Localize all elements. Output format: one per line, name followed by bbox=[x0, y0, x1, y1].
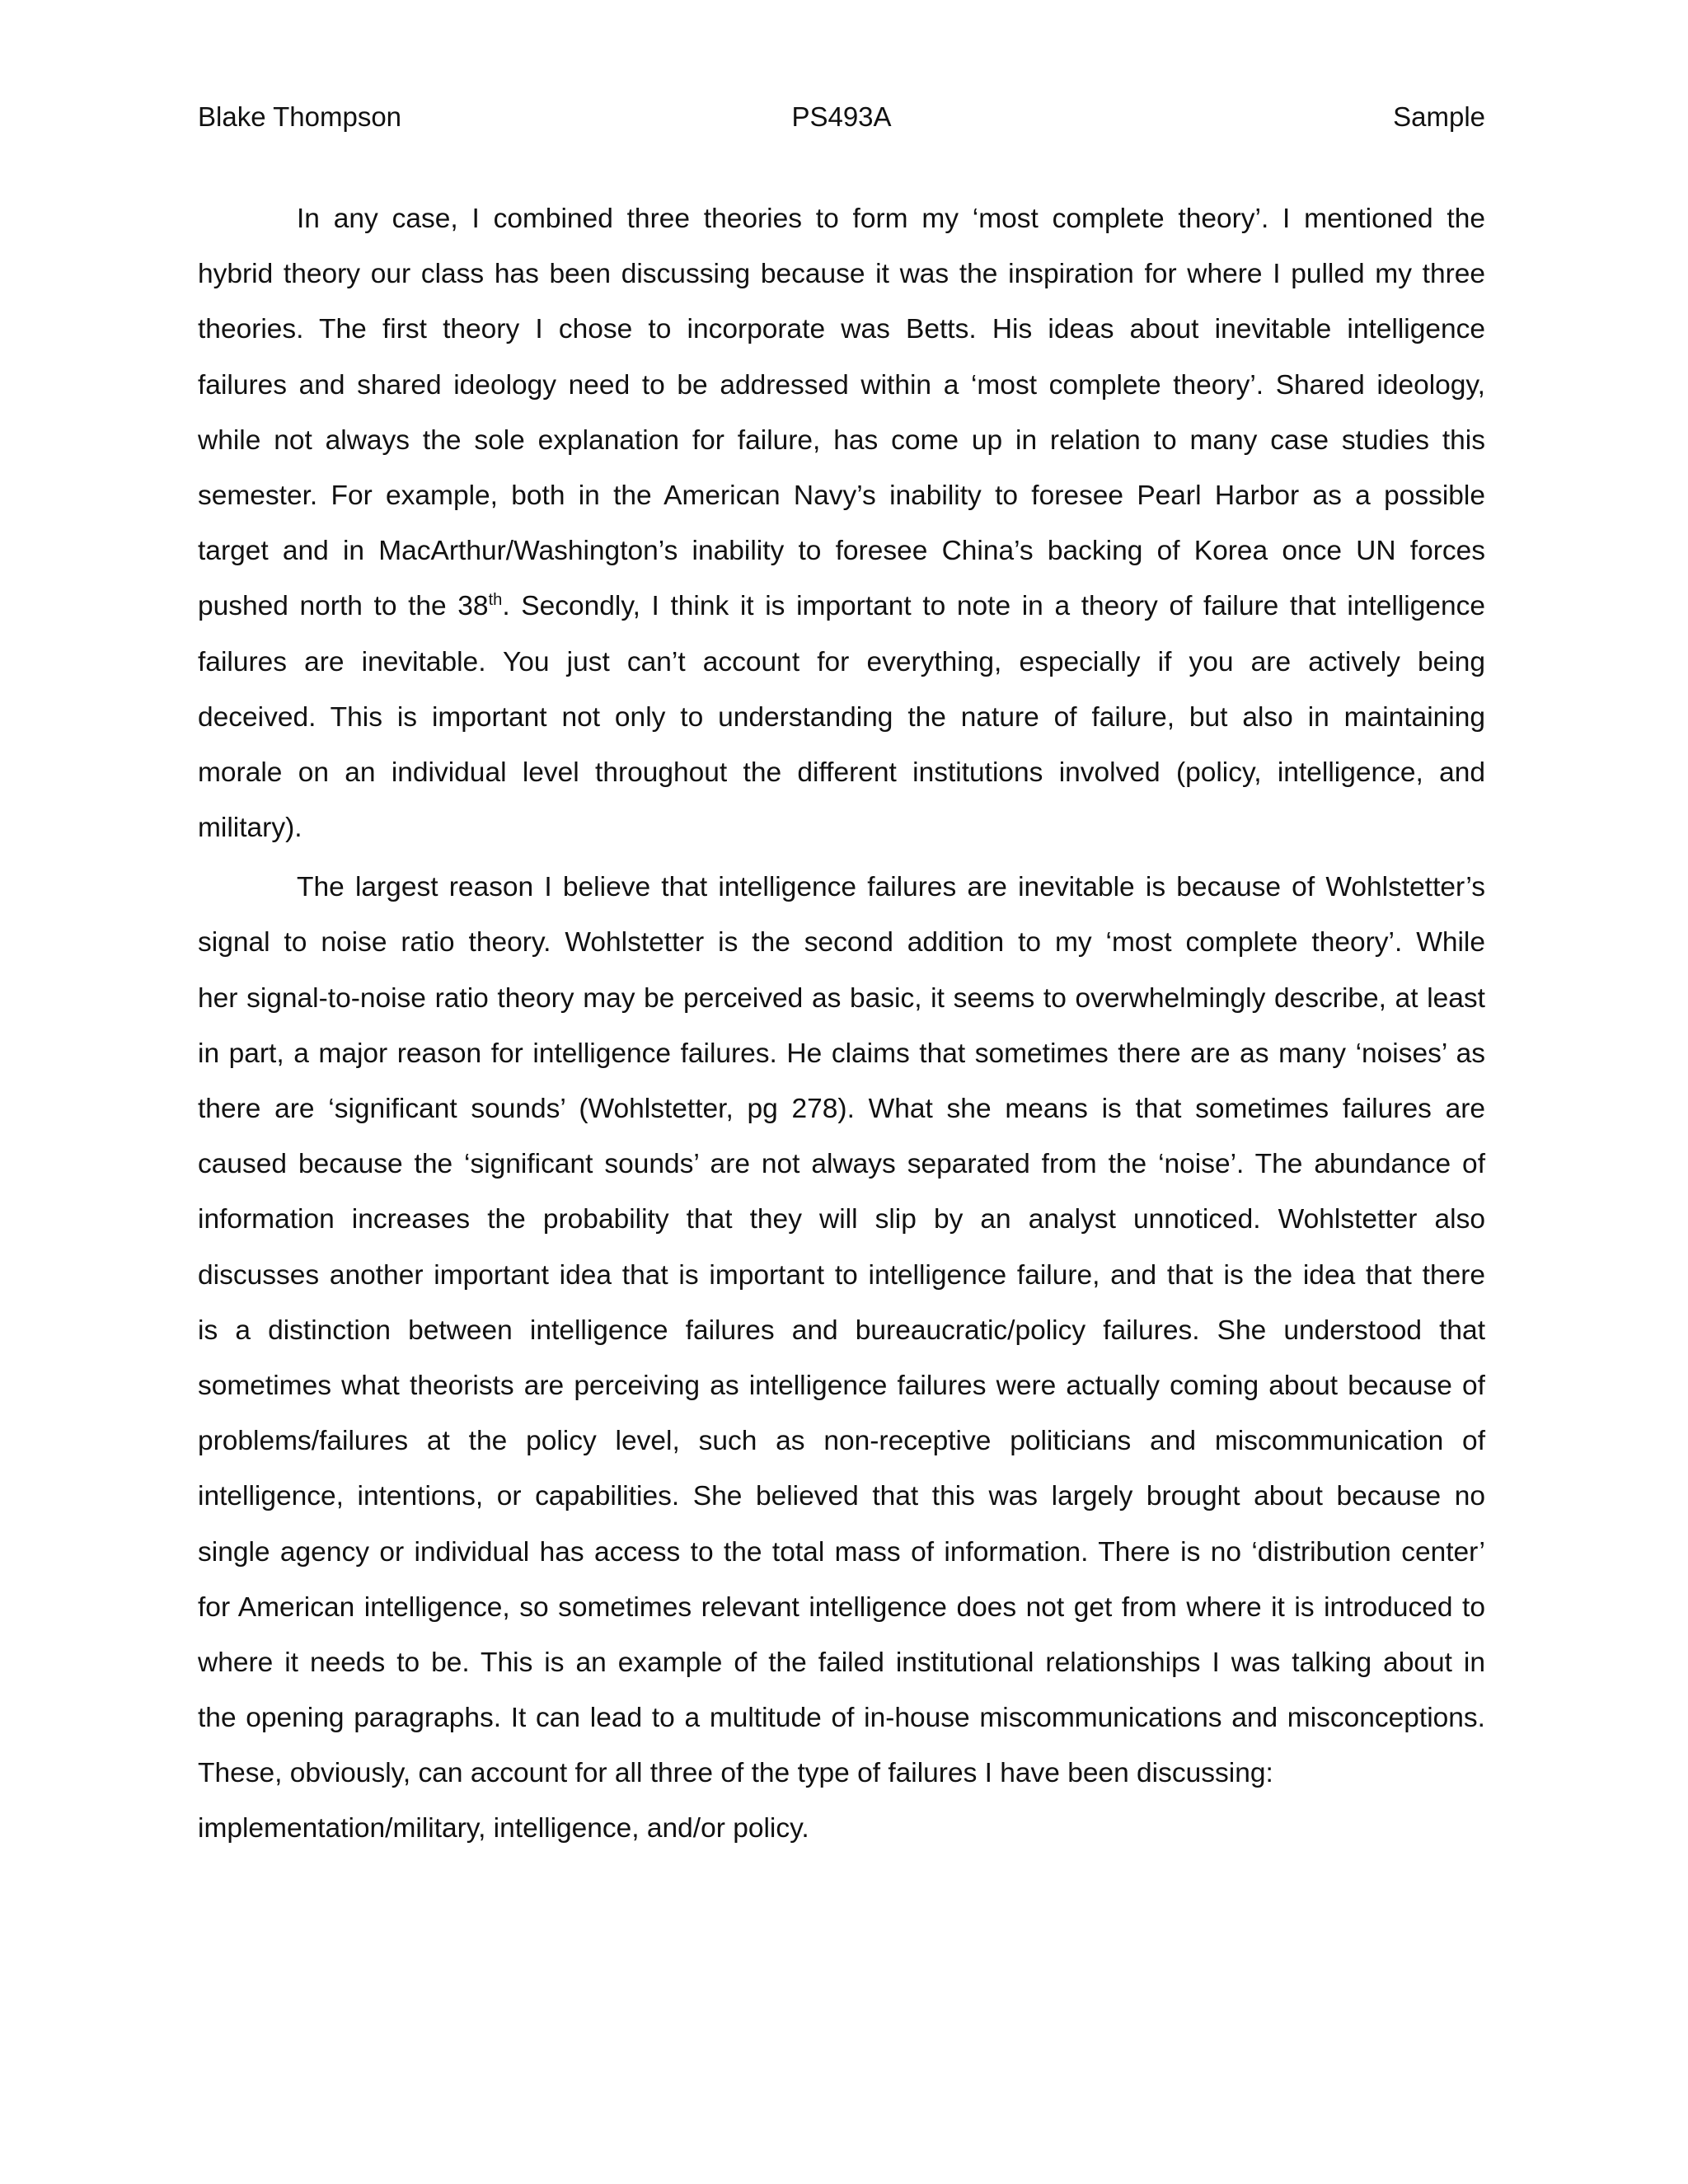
text-line: theories. The first theory I chose to incorporate was Betts. His ideas about inevitable intelligence bbox=[198, 314, 1485, 345]
text-line: caused because the ‘significant sounds’ are not always separated from the ‘noise’. The abundance of bbox=[198, 1149, 1485, 1180]
text-line: deceived. This is important not only to understanding the nature of failure, but also in maintaining bbox=[198, 701, 1485, 733]
text-line: intelligence, intentions, or capabilities. She believed that this was largely brought about because no bbox=[198, 1481, 1485, 1512]
superscript: th bbox=[488, 591, 503, 610]
paragraph bbox=[198, 191, 1485, 855]
text-line-with-superscript bbox=[198, 579, 1485, 634]
text-line: while not always the sole explanation for failure, has come up in relation to many case studies this bbox=[198, 424, 1485, 456]
text-line: is a distinction between intelligence failures and bureaucratic/policy failures. She understood that bbox=[198, 1315, 1485, 1346]
header-author: Blake Thompson bbox=[198, 101, 402, 132]
text-line: the opening paragraphs. It can lead to a multitude of in-house miscommunications and misconceptions. bbox=[198, 1703, 1485, 1734]
text-line: The largest reason I believe that intelligence failures are inevitable is because of Wohlstetter’s bbox=[297, 872, 1485, 903]
text-line: single agency or individual has access to the total mass of information. There is no ‘distribution center’ bbox=[198, 1536, 1485, 1568]
text-line: morale on an individual level throughout the different institutions involved (policy, intelligence, and bbox=[198, 757, 1485, 788]
text-line: sometimes what theorists are perceiving as intelligence failures were actually coming about because of bbox=[198, 1370, 1485, 1401]
text-segment: . Secondly, I think it is important to note in a theory of failure that intelligence bbox=[502, 591, 1486, 622]
text-line: implementation/military, intelligence, and/or policy. bbox=[198, 1813, 809, 1844]
text-line: target and in MacArthur/Washington’s inability to foresee China’s backing of Korea once UN forces bbox=[198, 536, 1485, 567]
header-label: Sample bbox=[1393, 101, 1485, 132]
text-line: discusses another important idea that is important to intelligence failure, and that is the idea that there bbox=[198, 1259, 1485, 1291]
header-course: PS493A bbox=[791, 101, 892, 132]
text-line: in part, a major reason for intelligence failures. He claims that sometimes there are as many ‘noises’ as bbox=[198, 1038, 1485, 1069]
text-line: semester. For example, both in the American Navy’s inability to foresee Pearl Harbor as a possible bbox=[198, 480, 1485, 511]
text-segment: pushed north to the 38 bbox=[198, 591, 489, 622]
page-header bbox=[198, 97, 1485, 137]
text-line: problems/failures at the policy level, such as non-receptive politicians and miscommunication of bbox=[198, 1426, 1485, 1457]
text-line: hybrid theory our class has been discussing because it was the inspiration for where I pulled my three bbox=[198, 259, 1485, 290]
text-line: failures and shared ideology need to be addressed within a ‘most complete theory’. Shared ideology, bbox=[198, 369, 1485, 401]
text-line: In any case, I combined three theories to form my ‘most complete theory’. I mentioned the bbox=[297, 204, 1485, 234]
text-line: signal to noise ratio theory. Wohlstetter is the second addition to my ‘most complete theory’. While bbox=[198, 927, 1485, 958]
essay-body bbox=[198, 191, 1485, 1857]
text-line: for American intelligence, so sometimes relevant intelligence does not get from where it is introduced to bbox=[198, 1591, 1485, 1623]
text-line: failures are inevitable. You just can’t account for everything, especially if you are actively being bbox=[198, 646, 1485, 677]
text-line: there are ‘significant sounds’ (Wohlstetter, pg 278). What she means is that sometimes failures are bbox=[198, 1094, 1485, 1124]
text-line: her signal-to-noise ratio theory may be perceived as basic, it seems to overwhelmingly describe, at least bbox=[198, 982, 1485, 1014]
paragraph bbox=[198, 860, 1485, 1856]
text-line: where it needs to be. This is an example of the failed institutional relationships I was talking about in bbox=[198, 1647, 1485, 1678]
text-line: military). bbox=[198, 813, 302, 844]
text-line: information increases the probability that they will slip by an analyst unnoticed. Wohlstetter also bbox=[198, 1204, 1485, 1235]
text-line: These, obviously, can account for all three of the type of failures I have been discussing: bbox=[198, 1758, 1273, 1789]
